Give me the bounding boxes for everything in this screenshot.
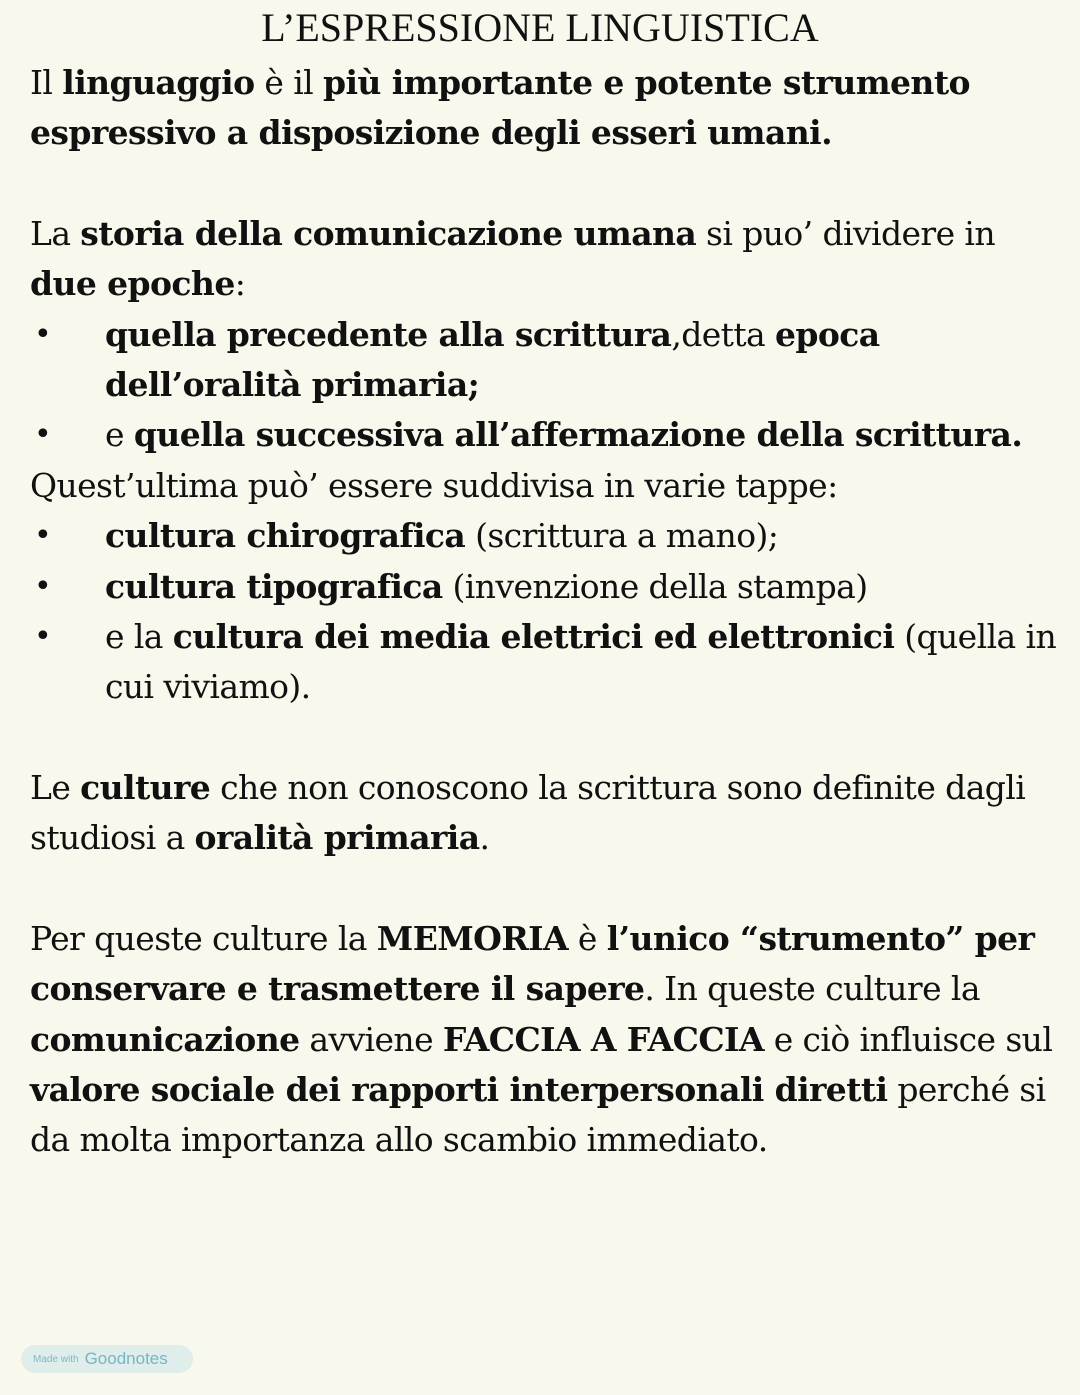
text: Per queste culture la <box>30 918 377 958</box>
list-item-epoch-oral <box>30 310 1070 411</box>
bullet-icon: • <box>34 316 52 352</box>
text: si puo’ dividere in <box>696 213 995 253</box>
text: La <box>30 213 81 253</box>
bold-text: MEMORIA <box>376 918 568 958</box>
spacer <box>30 864 1070 914</box>
text: che non conoscono la scrittura sono definite dagli studiosi a <box>30 767 1026 858</box>
bold-text: storia della comunicazione umana <box>80 213 697 253</box>
text: perché si da molta importanza allo scambio immediato. <box>30 1069 1046 1160</box>
list-item-epoch-writing <box>30 410 1070 460</box>
bold-text: quella successiva all’affermazione della scrittura. <box>133 415 1023 455</box>
text: ,detta <box>671 314 775 354</box>
text: . In queste culture la <box>644 969 980 1009</box>
text: è <box>568 918 607 958</box>
text: avviene <box>299 1019 443 1059</box>
bold-text: oralità primaria <box>194 818 480 858</box>
epochs-list <box>30 310 1070 461</box>
bold-text: quella precedente alla scrittura <box>105 314 672 354</box>
bold-text: più importante e potente strumento espressivo a disposizione degli esseri umani. <box>30 63 970 153</box>
goodnotes-logo: Goodnotes <box>84 1349 168 1368</box>
bullet-icon: • <box>34 568 52 604</box>
paragraph-oral-cultures <box>30 763 1070 864</box>
list-item-stage-chirographic <box>30 511 1070 561</box>
bold-text: comunicazione <box>30 1019 300 1059</box>
bold-text: FACCIA A FACCIA <box>442 1019 764 1059</box>
text: e <box>105 415 134 455</box>
text: è il <box>254 63 324 102</box>
text: e la <box>105 617 173 657</box>
bold-text: cultura chirografica <box>105 516 466 556</box>
list-item-stage-electronic <box>30 612 1070 713</box>
document-body <box>30 58 1070 1166</box>
list-item-stage-typographic <box>30 562 1070 612</box>
bold-text: epoca dell’oralità primaria; <box>105 314 880 405</box>
bold-text: valore sociale dei rapporti interpersonali diretti <box>30 1069 888 1109</box>
text: Le <box>30 767 81 807</box>
text: (quella in cui viviamo). <box>105 617 1057 707</box>
bold-text: l’unico “strumento” per conservare e trasmettere il sapere <box>30 918 1035 1009</box>
bold-text: cultura tipografica <box>105 566 443 606</box>
bullet-icon: • <box>34 518 52 554</box>
paragraph-history <box>30 209 1070 310</box>
stages-list <box>30 511 1070 713</box>
text: : <box>234 264 246 304</box>
text: e ciò influisce sul <box>763 1019 1053 1059</box>
bold-text: culture <box>80 767 211 807</box>
bullet-icon: • <box>34 417 52 453</box>
bullet-icon: • <box>34 619 52 655</box>
paragraph-stages-intro: Quest’ultima può’ essere suddivisa in varie tappe: <box>30 465 838 505</box>
text: Il <box>30 63 63 102</box>
spacer <box>30 159 1070 209</box>
text: . <box>479 818 490 858</box>
bold-text: cultura dei media elettrici ed elettronici <box>172 617 895 657</box>
spacer <box>30 713 1070 763</box>
bold-text: linguaggio <box>62 63 255 102</box>
text: (scrittura a mano); <box>465 516 779 556</box>
bold-text: due epoche <box>30 264 235 304</box>
paragraph-language <box>30 58 1070 159</box>
paragraph-memory <box>30 914 1070 1166</box>
watermark-made-with: Made with <box>33 1353 79 1365</box>
goodnotes-watermark <box>21 1345 193 1373</box>
page-title: L’ESPRESSIONE LINGUISTICA <box>261 5 819 50</box>
text: (invenzione della stampa) <box>442 566 868 606</box>
